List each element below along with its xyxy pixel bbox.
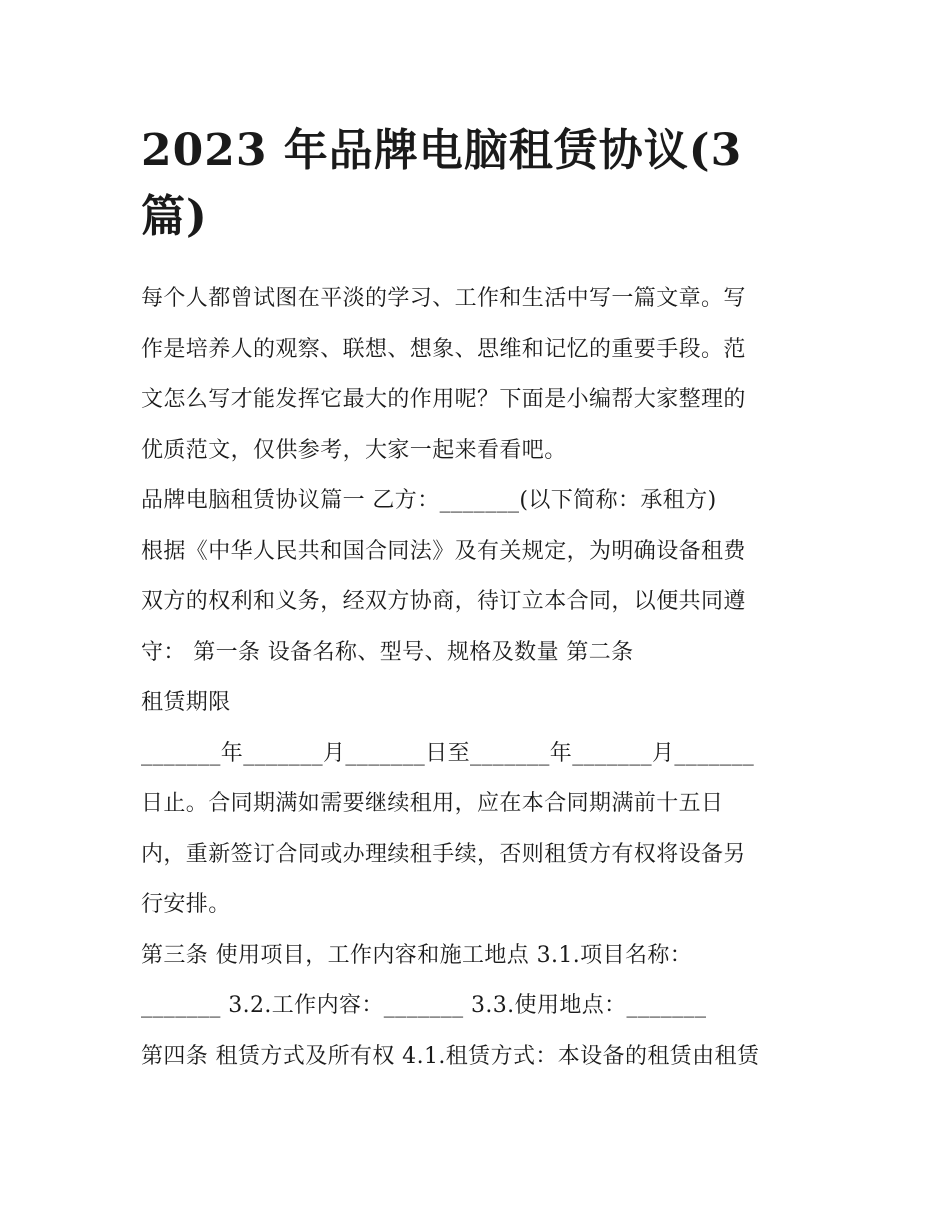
body-line: 作是培养人的观察、联想、想象、思维和记忆的重要手段。范 xyxy=(141,336,746,362)
body-line: 内，重新签订合同或办理续租手续，否则租赁方有权将设备另 xyxy=(141,841,746,867)
body-line: 第四条 租赁方式及所有权 4.1.租赁方式：本设备的租赁由租赁 xyxy=(141,1043,760,1069)
body-line: 每个人都曾试图在平淡的学习、工作和生活中写一篇文章。写 xyxy=(141,286,746,311)
body-line: 行安排。 xyxy=(141,892,231,917)
body-line: _______年_______月_______日至_______年_______月_______ xyxy=(141,740,755,766)
body-line: 品牌电脑租赁协议篇一 乙方：_______(以下简称：承租方) xyxy=(141,488,717,513)
body-line: 第三条 使用项目，工作内容和施工地点 3.1.项目名称： xyxy=(141,942,693,968)
body-line: 文怎么写才能发挥它最大的作用呢？下面是小编帮大家整理的 xyxy=(141,387,746,412)
document-page xyxy=(141,118,821,1082)
body-line: _______ 3.2.工作内容：_______ 3.3.使用地点：_______ xyxy=(141,993,707,1018)
body-line: 双方的权利和义务，经双方协商，待订立本合同，以便共同遵 xyxy=(141,589,746,614)
body-line: 守： 第一条 设备名称、型号、规格及数量 第二条 xyxy=(141,639,634,665)
body-line: 日止。合同期满如需要继续租用，应在本合同期满前十五日 xyxy=(141,791,724,816)
document-body xyxy=(141,274,821,1082)
document-title xyxy=(141,118,821,250)
title-line-2: 篇) xyxy=(141,191,208,242)
body-line: 优质范文，仅供参考，大家一起来看看吧。 xyxy=(141,437,567,463)
body-line: 租赁期限 xyxy=(141,690,231,715)
title-line-1: 2023 年品牌电脑租赁协议(3 xyxy=(141,125,743,176)
body-line: 根据《中华人民共和国合同法》及有关规定，为明确设备租费 xyxy=(141,538,746,564)
